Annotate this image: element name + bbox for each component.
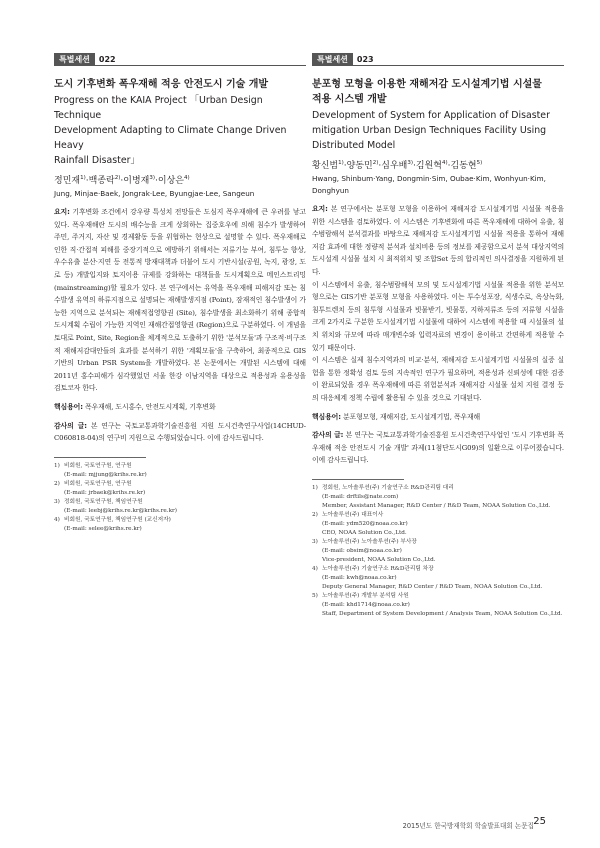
- session-label: 특별세션: [312, 53, 353, 66]
- footnote-number: 3): [54, 498, 60, 505]
- author-name: 양동민: [346, 161, 373, 171]
- footnote-line: 정회원, 국토연구원, 책임연구원: [64, 498, 143, 505]
- footnote-number: 5): [312, 592, 318, 599]
- footnote: [54, 516, 306, 534]
- abstract: [312, 203, 564, 279]
- footnote-line: 정회원, 노아솔루션(주) 기술연구소 R&D관리팀 대리: [322, 484, 454, 491]
- author-affil-mark: 5): [476, 160, 483, 166]
- footnote: [54, 480, 306, 498]
- abstract-label: 요지:: [312, 205, 328, 213]
- footnote-line: (E-mail: obsim@noaa.co.kr): [322, 547, 402, 554]
- title-en-line: Rainfall Disaster」: [54, 155, 140, 166]
- footnote-number: 2): [312, 511, 318, 518]
- footnote-line: Deputy General Manager, R&D Center / R&D Team, NOAA Solution Co.,Ltd.: [322, 583, 543, 590]
- session-number: 023: [356, 55, 374, 64]
- footnote-line: (E-mail: mjjung@krihs.re.kr): [64, 471, 147, 478]
- footnote-number: 2): [54, 480, 60, 487]
- author-affil-mark: 4): [441, 160, 448, 166]
- footnote: [54, 498, 306, 516]
- authors-ko: 황신범$^{1)}$·양동민$^{2)}$·심우배$^{3)}$·김원혁$^{4)}$·김동현$^{5)}$: [312, 160, 483, 171]
- title-en-line: Development Adapting to Climate Change Driven Heavy: [54, 125, 287, 151]
- footnote-line: 노아솔루션(주) 기술연구소 R&D관리팀 차장: [322, 565, 434, 572]
- abstract: [54, 206, 306, 395]
- footnote-line: (E-mail: jrbaek@krihs.re.kr): [64, 489, 146, 496]
- page-footer: [0, 814, 600, 834]
- ack-label: 감사의 글:: [54, 421, 87, 430]
- author-name: 정민재: [54, 176, 81, 186]
- title-en-line: Development of System for Application of Disaster: [312, 110, 550, 121]
- title-ko-line: 적용 시스템 개발: [312, 94, 387, 105]
- acknowledgement: [54, 420, 306, 445]
- footnote-line: (E-mail: drftils@nate.com): [322, 493, 399, 500]
- footnote-line: 비회원, 국토연구원, 연구원: [64, 480, 132, 487]
- footnote-number: 1): [312, 484, 318, 491]
- title-en-line: Progress on the KAIA Project 「Urban Design Technique: [54, 95, 263, 121]
- session-number: 022: [98, 55, 116, 64]
- session-label: 특별세션: [54, 53, 95, 66]
- title-en-line: mitigation Urban Design Techniques Facility Using: [312, 125, 547, 136]
- footnote: [312, 565, 564, 592]
- footnote-line: (E-mail: selee@krihs.re.kr): [64, 525, 142, 532]
- footnote-line: 비회원, 국토연구원, 연구원: [64, 462, 132, 469]
- keywords: [312, 411, 564, 424]
- author-affil-mark: 1): [80, 175, 86, 181]
- author-name: 백종락: [88, 176, 115, 186]
- footnotes: [312, 484, 564, 619]
- authors-en: Jung, Minjae·Baek, Jongrak·Lee, Byungjae·Lee, Sangeun: [54, 189, 255, 198]
- footnote: [312, 592, 564, 619]
- session-header: [312, 52, 564, 66]
- keywords-text: 분포형모형, 재해저감, 도시설계기법, 폭우재해: [342, 412, 481, 421]
- ack-text: 본 연구는 국토교통과학기술진흥원 도시건축연구사업인 '도시 기후변화 폭우재해 적응 안전도시 기술 개발' 과제(11첨단도시G09)의 일환으로 이루어졌습니다. 이에 감사드립니다.: [312, 431, 564, 465]
- footnote: [312, 538, 564, 565]
- author-affil-mark: 3): [407, 160, 413, 166]
- author-name: 김원혁: [415, 161, 442, 171]
- author-name: 심우배: [381, 161, 408, 171]
- acknowledgement: [312, 429, 564, 467]
- footnote-line: 비회원, 국토연구원, 책임연구원 (교신저자): [64, 516, 171, 523]
- footnote-rule: [54, 457, 146, 458]
- header-rule: [312, 65, 564, 66]
- title-en-line: Distributed Model: [312, 140, 396, 151]
- abstract-text: 본 연구에서는 분포형 모형을 이용하여 재해저감 도시설계기법 시설물 적용을 위한 시스템을 검토하였다. 이 시스템은 기후변화에 따른 폭우재해에 대하여 유출, 침수범람해석 분석결과를 바탕으로 재해저감 도시설계기법 시설물 적용을 통하여 재해저감 효과에 대한 정량적 분석과 설치비용 등의 정보를 제공함으로서 분석 대상지역의 도시설계 시설물 설치 시 최적위치 및 조합Set 등의 합리적인 의사결정을 지원하게 된다.: [312, 205, 564, 276]
- author-affil-mark: 2): [372, 160, 379, 166]
- author-name: 김동현: [450, 161, 477, 171]
- footnote-number: 4): [312, 565, 318, 572]
- header-rule: [54, 65, 306, 66]
- footnotes: [54, 462, 306, 534]
- keywords-label: 핵심용어:: [54, 402, 83, 411]
- footnote-line: (E-mail: khd1714@noaa.co.kr): [322, 601, 410, 608]
- author-name: 황신범: [312, 161, 339, 171]
- author-affil-mark: 4): [183, 175, 190, 181]
- footnote: [312, 511, 564, 538]
- author-affil-mark: 1): [338, 160, 344, 166]
- proceedings-name: 2015년도 한국방재학회 학술발표대회 논문집: [402, 822, 534, 830]
- paper-title-ko: [312, 77, 564, 107]
- footnote-line: Staff, Department of System Development / Analysis Team, NOAA Solution Co.,Ltd.: [322, 610, 563, 617]
- authors-ko: 정민재$^{1)}$·백종락$^{2)}$·이병재$^{3)}$·이상은$^{4)}$: [54, 175, 190, 186]
- footnote: [54, 462, 306, 480]
- keywords: [54, 401, 306, 414]
- abstract-023: [312, 52, 564, 619]
- author-name: 이병재: [123, 176, 150, 186]
- footnote-line: (E-mail: leebj@krihs.re.kr@krihs.re.kr): [64, 507, 177, 514]
- author-affil-mark: 2): [114, 175, 121, 181]
- abstract-paragraph: 이 시스템은 실제 침수지역과의 비교·분석, 재해저감 도시설계기법 시설물의 실증 실험을 통한 정확성 검토 등의 지속적인 연구가 필요하며, 적용성과 신뢰성에 대한 검증이 완료되었을 경우 폭우재해에 따른 위험분석과 재해저감 시설물 설치 지원 결정 등의 대응체계 정책 수립에 활용될 수 있을 것으로 기대된다.: [312, 356, 564, 402]
- abstract-022: [54, 52, 306, 534]
- footnote-number: 1): [54, 462, 60, 469]
- paper-title-en: [54, 93, 306, 168]
- footnote: [312, 484, 564, 511]
- footnote-line: 노아솔루션(주) 노아솔루션(주) 부사장: [322, 538, 417, 545]
- abstract-paragraph: 이 시스템에서 유출, 침수범람해석 모의 및 도시설계기법 시설물 적용을 위한 분석모형으로는 GIS기반 분포형 모형을 사용하였다. 이는 투수성포장, 식생수로, 옥상녹화, 침투트렌치 등의 침투형 시설물과 빗물받기, 빗물통, 지하저류조 등의 저류형 시설을 크게 2가지로 구분한 도시설계기법 시설물에 대하여 시스템에 적용할 때 시설물의 설치 위치와 규모에 따라 매개변수와 입력자료의 변경이 용이하고 간편하게 적용할 수 있기 때문이다.: [312, 280, 564, 352]
- author-name: 이상은: [157, 176, 184, 186]
- footnote-number: 4): [54, 516, 60, 523]
- footnote-line: (E-mail: kwh@noaa.co.kr): [322, 574, 397, 581]
- footnote-line: Member, Assistant Manager, R&D Center / R&D Team, NOAA Solution Co.,Ltd.: [322, 502, 551, 509]
- page-number: 25: [533, 816, 546, 827]
- footnote-number: 3): [312, 538, 318, 545]
- abstract-label: 요지:: [54, 208, 70, 216]
- footnote-line: Vice-president, NOAA Solution Co.,Ltd.: [322, 556, 436, 563]
- paper-title-en: [312, 108, 564, 153]
- ack-label: 감사의 글:: [312, 431, 344, 440]
- ack-text: 본 연구는 국토교통과학기술진흥원 지원 도시건축연구사업(14CHUD-C060818-04)의 연구비 지원으로 수행되었습니다. 이에 감사드립니다.: [54, 421, 306, 443]
- author-affil-mark: 3): [149, 175, 155, 181]
- footnote-rule: [312, 479, 404, 480]
- authors-en: Hwang, Shinbum·Yang, Dongmin·Sim, Oubae·Kim, Wonhyun·Kim, Donghyun: [312, 174, 546, 195]
- title-ko-line: 분포형 모형을 이용한 재해저감 도시설계기법 시설물: [312, 79, 542, 90]
- session-header: [54, 52, 306, 66]
- footnote-line: 노아솔루션(주) 개발부 분석팀 사원: [322, 592, 409, 599]
- footnote-line: 노아솔루션(주) 대표이사: [322, 511, 384, 518]
- keywords-text: 폭우재해, 도시홍수, 안전도시계획, 기후변화: [84, 402, 216, 411]
- footnote-line: (E-mail: ydm520@noaa.co.kr): [322, 520, 408, 527]
- footnote-line: CEO, NOAA Solution Co.,Ltd.: [322, 529, 407, 536]
- paper-title-ko: 도시 기후변화 폭우재해 적응 안전도시 기술 개발: [54, 79, 269, 90]
- abstract-text: 기후변화 조건에서 강우량 특성치 전망들은 도심지 폭우재해에 큰 우려를 낳고 있다. 폭우재해란 도시의 배수능을 크게 상회하는 집중호우에 의해 침수가 발생하여 주민, 주거지, 자산 및 경제활동 등을 위협하는 현상으로 설명할 수 있다. 폭우재해로 인한 직·간접적 피해를 중장기적으로 예방하기 위해서는 저류기능 부여, 침투능 향상, 우수유출 분산·지연 등 전통적 방재대책과 더불어 도시 기반시설(공원, 녹지, 광장, 도로 등) 개발입지와 토지이용 규제를 강화하는 대책들을 도시계획으로 메인스트리밍(mainstreaming)할 필요가 있다. 본 연구에서는 유역을 폭우재해 피해저감 또는 침수발생 유역의 하류지점으로 설명되는 재해발생지점 (Point), 잠재적인 침수발생이 가능한 지역으로 분석되는 재해적접영향권 (Site), 침수발생을 최소화하기 위해 종합적 도시계획 수립이 가능한 지역인 재해간접영향권 (Region)으로 구분하였다. 이 개념을 토대로 Point, Site, Region을 체계적으로 도출하기 위한 '분석모듈'과 구조적·비구조적 재해저감대안들의 효과를 분석하기 위한 '계획모듈'을 구축하여, 최종적으로 GIS 기반의 Urban PSR System을 개발하였다. 본 논문에서는 개발된 시스템에 대해 2011년 홍수피해가 심각했었던 서울 한강 이남지역을 대상으로 적용성과 유용성을 검토코자 한다.: [54, 208, 306, 393]
- keywords-label: 핵심용어:: [312, 412, 341, 421]
